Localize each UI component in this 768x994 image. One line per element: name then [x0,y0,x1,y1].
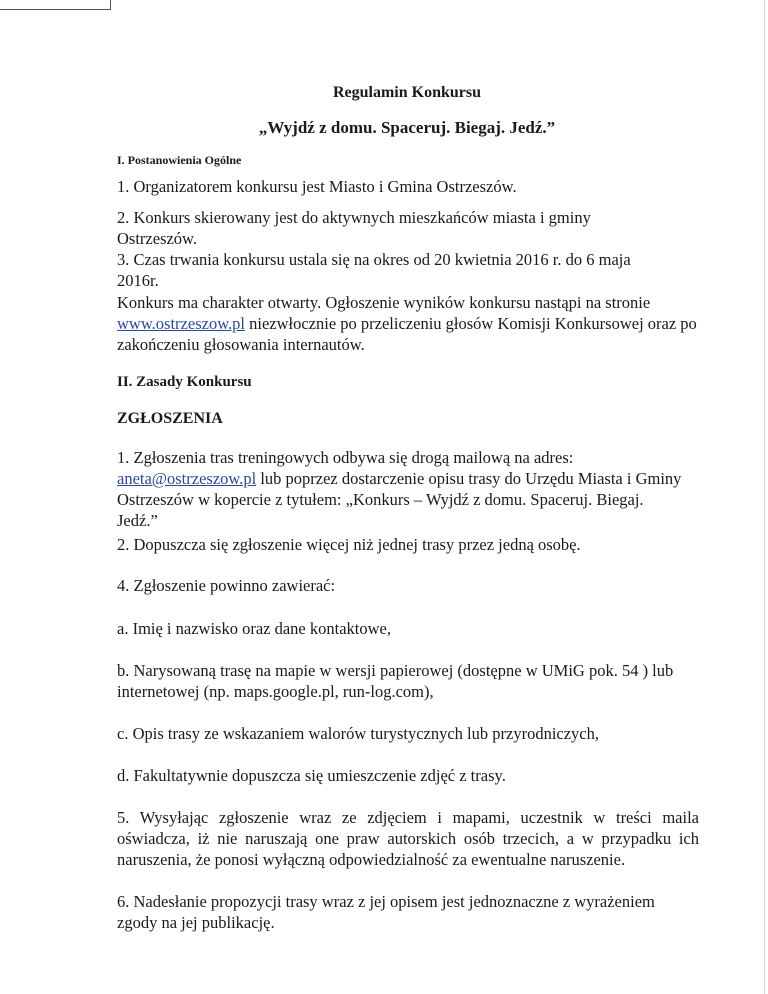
submissions-subheading: ZGŁOSZENIA [117,410,223,427]
section-1-paragraph-3: 3. Czas trwania konkursu ustala się na okres od 20 kwietnia 2016 r. do 6 maja 2016r. [117,250,631,290]
submission-item-a: a. Imię i nazwisko oraz dane kontaktowe, [117,619,391,638]
section-1-paragraph-1: 1. Organizatorem konkursu jest Miasto i Gmina Ostrzeszów. [117,177,517,196]
section-1-paragraph-4-text: Konkurs ma charakter otwarty. Ogłoszenie wyników konkursu nastąpi na stronie [117,293,651,312]
website-link[interactable]: www.ostrzeszow.pl [117,314,245,333]
submission-rule-4: 4. Zgłoszenie powinno zawierać: [117,576,336,595]
email-link[interactable]: aneta@ostrzeszow.pl [117,469,257,488]
document-subtitle: „Wyjdź z domu. Spaceruj. Biegaj. Jedź.” [258,118,556,137]
submission-rule-6: 6. Nadesłanie propozycji trasy wraz z jej opisem jest jednoznaczne z wyrażeniem zgody na jej publikację. [117,892,655,932]
document-title: Regulamin Konkursu [332,84,482,101]
section-1-paragraph-4 [117,292,697,355]
submission-item-d: d. Fakultatywnie dopuszcza się umieszczenie zdjęć z trasy. [117,766,506,785]
section-1-paragraph-4-text-end: niezwłocznie po przeliczeniu głosów Komisji Konkursowej oraz po zakończeniu głosowania internautów. [117,314,697,354]
submission-rule-1-text: 1. Zgłoszenia tras treningowych odbywa się drogą mailową na adres: [117,448,574,467]
scan-corner-mark [0,0,111,10]
submission-item-b: b. Narysowaną trasę na mapie w wersji papierowej (dostępne w UMiG pok. 54 ) lub internetowej (np. maps.google.pl, run-log.com), [117,661,674,701]
section-1-paragraph-2: 2. Konkurs skierowany jest do aktywnych mieszkańców miasta i gminy Ostrzeszów. [117,208,591,248]
submission-rule-5: 5. Wysyłając zgłoszenie wraz ze zdjęciem i mapami, uczestnik w treści maila oświadcza, iż nie naruszają one praw autorskich osób trzecich, a w przypadku ich naruszenia, że ponosi wyłączną odpowiedzialność za ewentualne naruszenie. [117,808,699,869]
section-2-heading: II. Zasady Konkursu [117,374,252,390]
submission-rule-1 [117,447,682,531]
submission-rule-2: 2. Dopuszcza się zgłoszenie więcej niż jednej trasy przez jedną osobę. [117,535,581,554]
scan-edge-line [764,0,765,994]
submission-rule-1-text-end: lub poprzez dostarczenie opisu trasy do Urzędu Miasta i Gminy Ostrzeszów w kopercie z tytułem: „Konkurs – Wyjdź z domu. Spaceruj. Biegaj. Jedź.” [117,469,682,530]
submission-item-c: c. Opis trasy ze wskazaniem walorów turystycznych lub przyrodniczych, [117,724,600,743]
section-1-heading: I. Postanowienia Ogólne [117,153,242,167]
